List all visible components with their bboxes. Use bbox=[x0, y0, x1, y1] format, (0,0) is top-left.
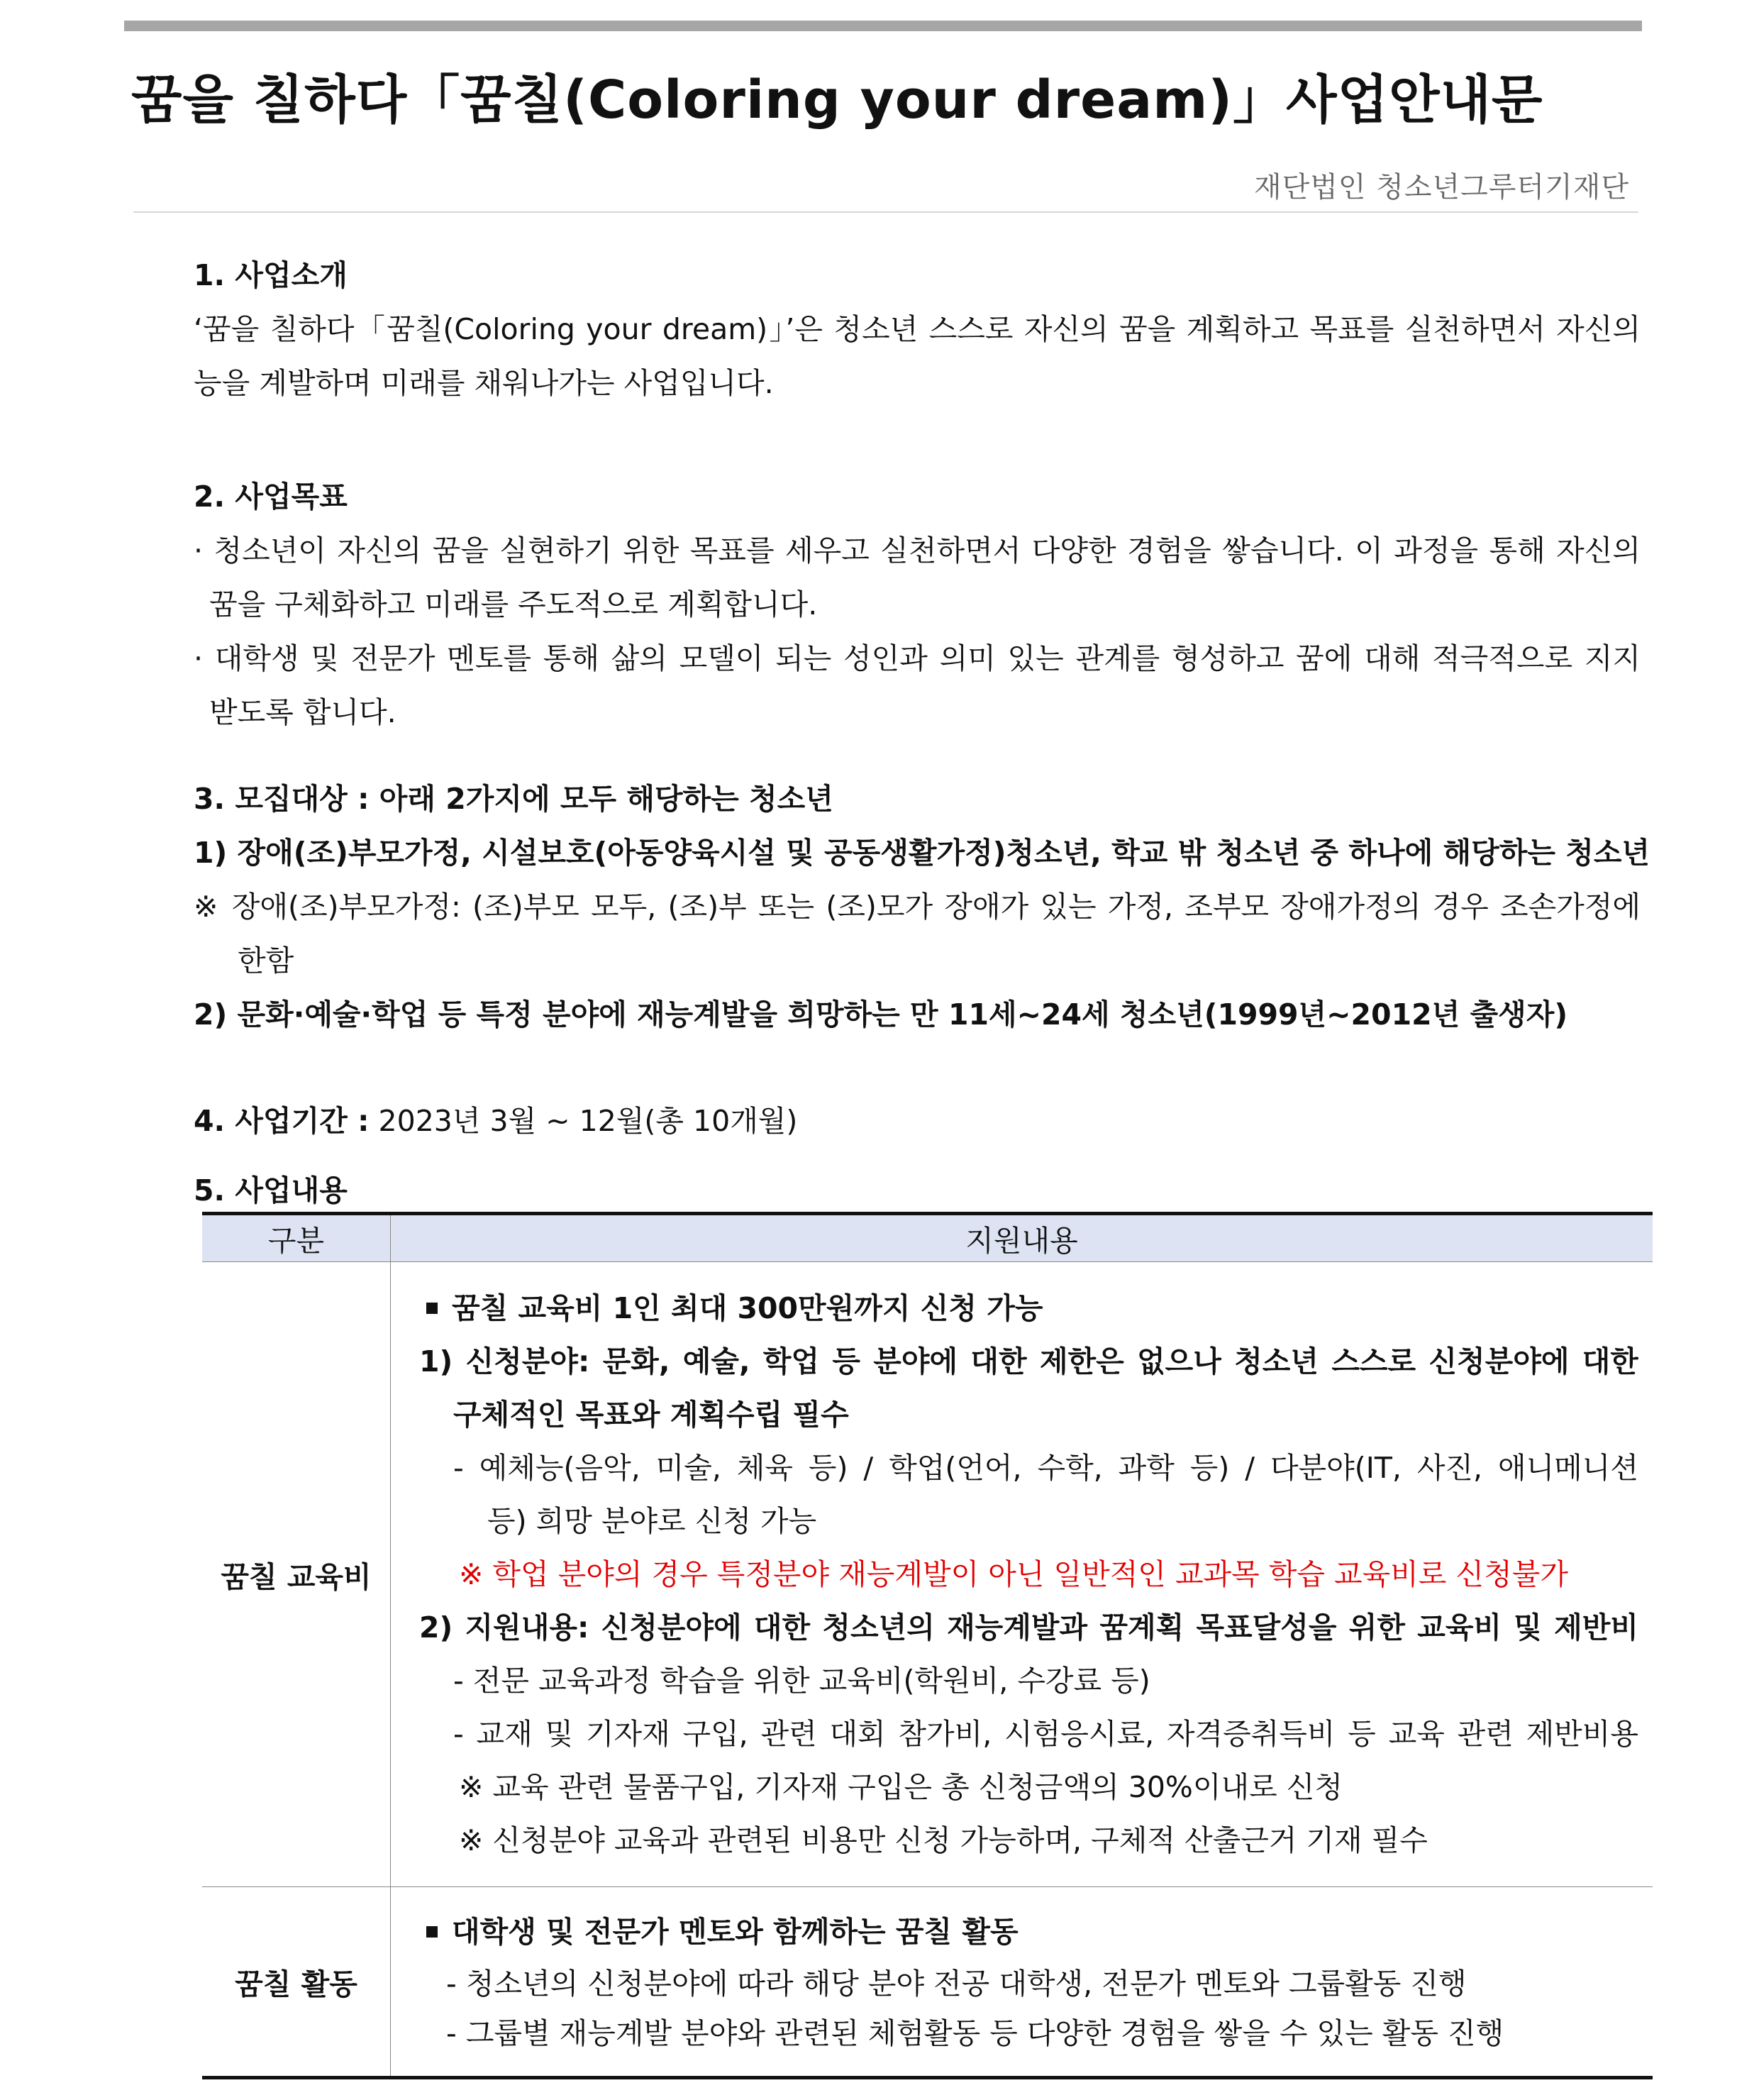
row-content bbox=[391, 1887, 1653, 2078]
content-line: - 그룹별 재능계발 분야와 관련된 체험활동 등 다양한 경험을 쌓을 수 있는 활동 진행 bbox=[446, 2016, 1504, 2050]
top-decorative-bar bbox=[124, 21, 1642, 31]
content-line: - 청소년의 신청분야에 따라 해당 분야 전공 대학생, 전문가 멘토와 그룹활동 진행 bbox=[446, 1966, 1467, 2001]
content-line: - 교재 및 기자재 구입, 관련 대회 참가비, 시험응시료, 자격증취득비 등 교육 관련 제반비용 bbox=[453, 1716, 1638, 1751]
section-eligibility bbox=[194, 772, 1650, 1041]
organization-name: 재단법인 청소년그루터기재단 bbox=[1253, 171, 1629, 204]
paragraph-line: ‘꿈을 칠하다「꿈칠(Coloring your dream)」’은 청소년 스스로 자신의 꿈을 계획하고 목표를 실천하면서 자신의 bbox=[194, 312, 1641, 346]
support-table bbox=[202, 1212, 1653, 2079]
row-content bbox=[391, 1262, 1653, 1887]
content-line: 등) 희망 분야로 신청 가능 bbox=[487, 1503, 817, 1538]
section-heading: 4. 사업기간 : bbox=[194, 1104, 370, 1138]
page-title: 꿈을 칠하다「꿈칠(Coloring your dream)」사업안내문 bbox=[131, 70, 1543, 131]
content-line: - 전문 교육과정 학습을 위한 교육비(학원비, 수강료 등) bbox=[453, 1663, 1150, 1698]
warning-line: ※ 학업 분야의 경우 특정분야 재능계발이 아닌 일반적인 교과목 학습 교육비로 신청불가 bbox=[459, 1557, 1568, 1591]
table-header-row bbox=[202, 1214, 1653, 1262]
goal-line: 받도록 합니다. bbox=[209, 695, 396, 729]
row-category: 꿈칠 교육비 bbox=[202, 1262, 391, 1887]
header-divider bbox=[133, 211, 1638, 213]
content-line: 구체적인 목표와 계획수립 필수 bbox=[453, 1397, 849, 1432]
eligibility-note: ※ 장애(조)부모가정: (조)부모 모두, (조)부 또는 (조)모가 장애가 있는 가정, 조부모 장애가정의 경우 조손가정에 bbox=[194, 890, 1641, 924]
content-line: 1) 신청분야: 문화, 예술, 학업 등 분야에 대한 제한은 없으나 청소년 스스로 신청분야에 대한 bbox=[419, 1344, 1638, 1378]
eligibility-item-2: 2) 문화·예술·학업 등 특정 분야에 재능계발을 희망하는 만 11세~24세 청소년(1999년~2012년 출생자) bbox=[194, 998, 1568, 1032]
bullet-line: 꿈칠 교육비 1인 최대 300만원까지 신청 가능 bbox=[419, 1282, 1638, 1335]
section-heading: 2. 사업목표 bbox=[194, 480, 348, 514]
section-heading: 5. 사업내용 bbox=[194, 1173, 348, 1208]
note-line: ※ 신청분야 교육과 관련된 비용만 신청 가능하며, 구체적 산출근거 기재 필수 bbox=[459, 1823, 1428, 1857]
goal-line: 꿈을 구체화하고 미래를 주도적으로 계획합니다. bbox=[209, 587, 818, 621]
table-row bbox=[202, 1887, 1653, 2078]
table-row bbox=[202, 1262, 1653, 1887]
square-bullet-icon bbox=[426, 1303, 438, 1314]
goal-line: · 청소년이 자신의 꿈을 실현하기 위한 목표를 세우고 실천하면서 다양한 경험을 쌓습니다. 이 과정을 통해 자신의 bbox=[194, 534, 1641, 568]
content-line: 2) 지원내용: 신청분야에 대한 청소년의 재능계발과 꿈계획 목표달성을 위한 교육비 및 제반비 bbox=[419, 1610, 1638, 1645]
section-introduction bbox=[194, 248, 1641, 410]
period-value: 2023년 3월 ~ 12월(총 10개월) bbox=[378, 1104, 798, 1138]
bullet-line: 대학생 및 전문가 멘토와 함께하는 꿈칠 활동 bbox=[419, 1906, 1638, 1959]
note-line: ※ 교육 관련 물품구입, 기자재 구입은 총 신청금액의 30%이내로 신청 bbox=[459, 1769, 1343, 1804]
eligibility-item-1: 1) 장애(조)부모가정, 시설보호(아동양육시설 및 공동생활가정)청소년, 학교 밖 청소년 중 하나에 해당하는 청소년 bbox=[194, 836, 1650, 870]
section-heading: 3. 모집대상 : 아래 2가지에 모두 해당하는 청소년 bbox=[194, 782, 833, 816]
column-header-category: 구분 bbox=[202, 1214, 391, 1262]
row-category: 꿈칠 활동 bbox=[202, 1887, 391, 2078]
section-contents bbox=[194, 1164, 1641, 1217]
goal-line: · 대학생 및 전문가 멘토를 통해 삶의 모델이 되는 성인과 의미 있는 관계를 형성하고 꿈에 대해 적극적으로 지지 bbox=[194, 641, 1641, 675]
content-line: - 예체능(음악, 미술, 체육 등) / 학업(언어, 수학, 과학 등) / 다분야(IT, 사진, 애니메니션 bbox=[453, 1450, 1638, 1485]
section-goals bbox=[194, 470, 1641, 739]
column-header-content: 지원내용 bbox=[391, 1214, 1653, 1262]
section-period bbox=[194, 1094, 1641, 1148]
paragraph-line: 능을 계발하며 미래를 채워나가는 사업입니다. bbox=[194, 366, 774, 400]
section-heading: 1. 사업소개 bbox=[194, 258, 348, 292]
eligibility-note-continued: 한함 bbox=[238, 944, 294, 978]
square-bullet-icon bbox=[426, 1926, 438, 1938]
